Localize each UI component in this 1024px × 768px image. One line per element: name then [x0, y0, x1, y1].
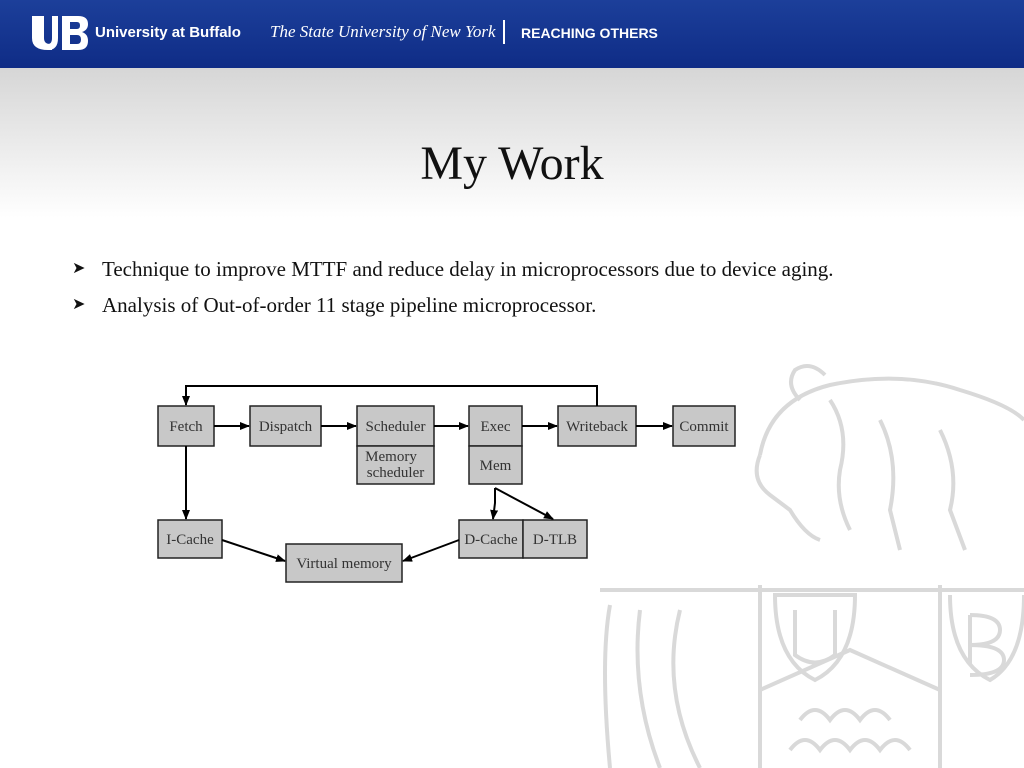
arrow-bullet-icon: ➤: [72, 296, 86, 313]
arrow-dcache-virtual-memory: [403, 540, 459, 561]
suny-name: The State University of New York: [270, 22, 496, 41]
header-banner: [0, 0, 1024, 68]
ub-logo: [30, 14, 90, 52]
scheduler-label: Scheduler: [365, 419, 426, 435]
mem-label: Mem: [479, 458, 512, 474]
header-divider: [503, 20, 505, 44]
fetch-label: Fetch: [169, 419, 203, 435]
university-name: University at Buffalo: [95, 24, 241, 41]
writeback-label: Writeback: [566, 419, 628, 435]
slide-title: My Work: [420, 137, 604, 190]
pipeline-diagram: [150, 380, 750, 595]
arrow-mem-dtlb: [495, 488, 553, 519]
bullet-item: [72, 254, 920, 284]
memory-scheduler-label-2: scheduler: [366, 465, 425, 481]
virtual-memory-label: Virtual memory: [296, 556, 392, 572]
arrow-icache-virtual-memory: [222, 540, 285, 561]
dcache-label: D-Cache: [464, 532, 518, 548]
bullet-item: [72, 290, 920, 320]
dtlb-label: D-TLB: [532, 532, 578, 548]
arrow-writeback-feedback: [186, 386, 597, 406]
exec-label: Exec: [480, 419, 511, 435]
bullet-text: Analysis of Out-of-order 11 stage pipeline microprocessor.: [102, 293, 597, 317]
icache-label: I-Cache: [166, 532, 214, 548]
arrow-bullet-icon: ➤: [72, 260, 86, 277]
arrow-mem-dcache: [493, 488, 495, 519]
tagline: REACHING OTHERS: [521, 25, 658, 41]
commit-label: Commit: [679, 419, 729, 435]
bullet-text: Technique to improve MTTF and reduce delay in microprocessors due to device aging.: [102, 257, 834, 281]
memory-scheduler-label-1: Memory: [365, 449, 417, 465]
bullet-list: [72, 254, 920, 326]
dispatch-label: Dispatch: [258, 419, 313, 435]
